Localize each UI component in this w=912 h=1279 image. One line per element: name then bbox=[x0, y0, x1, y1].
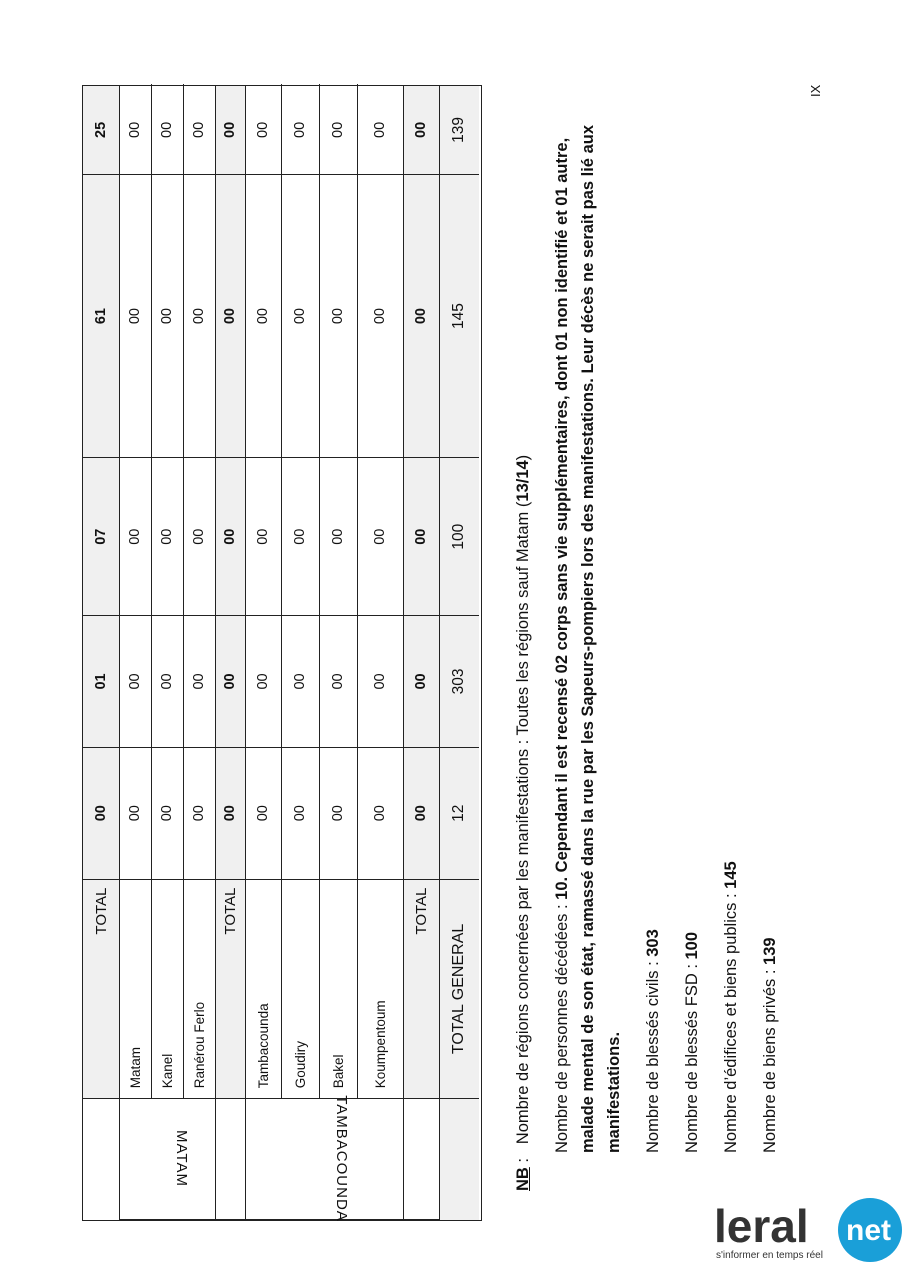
casualty-table bbox=[82, 85, 482, 1221]
row-label-cell: Goudiry bbox=[281, 879, 319, 1099]
value-cell: 01 bbox=[83, 615, 119, 747]
note-civil-injured: Nombre de blessés civils : 303 bbox=[644, 929, 662, 1153]
value-cell: 00 bbox=[215, 457, 245, 615]
note-fsd-injured: Nombre de blessés FSD : 100 bbox=[683, 931, 701, 1153]
nb-label: NB bbox=[514, 1167, 532, 1191]
value-cell: 00 bbox=[255, 121, 271, 138]
table-row bbox=[439, 86, 479, 1220]
row-label-cell: Kanel bbox=[151, 879, 183, 1099]
table-row bbox=[319, 86, 357, 1220]
page-number: IX bbox=[808, 84, 823, 97]
value-cell: 00 bbox=[215, 86, 245, 174]
value-cell: 100 bbox=[439, 457, 479, 615]
logo-word: leral bbox=[714, 1200, 809, 1252]
value-cell: 25 bbox=[83, 86, 119, 174]
value-cell: 00 bbox=[245, 747, 281, 879]
value-cell: 00 bbox=[119, 457, 151, 615]
value-cell: 00 bbox=[319, 457, 357, 615]
value-cell: 00 bbox=[119, 747, 151, 879]
table-row bbox=[281, 86, 319, 1220]
value-cell: 00 bbox=[330, 121, 346, 138]
value-cell: 00 bbox=[191, 121, 207, 138]
value-cell: 00 bbox=[292, 121, 308, 138]
value-cell: 61 bbox=[83, 174, 119, 458]
value-cell: 00 bbox=[245, 457, 281, 615]
value-cell: 00 bbox=[281, 457, 319, 615]
row-divider bbox=[403, 86, 404, 1220]
value-cell: 00 bbox=[151, 615, 183, 747]
row-divider bbox=[215, 86, 216, 1220]
value-cell: 00 bbox=[127, 121, 143, 138]
note-deaths: Nombre de personnes décédées : 10. Cependant il est recensé 02 corps sans vie supplémentaires, dont 01 non identifié et 01 autre, malade mental de son état, ramassé dans la rue par les Sapeurs-pompiers lors des manifestations. Leur décès ne serait pas lié aux manifestations. bbox=[553, 125, 623, 1153]
table-row bbox=[403, 86, 439, 1220]
value-cell: 00 bbox=[357, 457, 403, 615]
value-cell: 00 bbox=[183, 457, 215, 615]
table-row bbox=[183, 86, 215, 1220]
value-cell: 00 bbox=[281, 174, 319, 458]
row-divider bbox=[357, 84, 358, 1098]
row-divider bbox=[183, 84, 184, 1098]
value-cell: 00 bbox=[151, 457, 183, 615]
value-cell: 00 bbox=[183, 747, 215, 879]
value-cell: 00 bbox=[372, 121, 388, 138]
row-divider bbox=[439, 86, 440, 1220]
value-cell: 00 bbox=[159, 121, 175, 138]
value-cell: 00 bbox=[151, 747, 183, 879]
table-row bbox=[151, 86, 183, 1220]
value-cell: 07 bbox=[83, 457, 119, 615]
value-cell: 00 bbox=[403, 86, 439, 174]
row-divider bbox=[151, 84, 152, 1098]
value-cell: 139 bbox=[439, 86, 479, 174]
value-cell: 00 bbox=[183, 174, 215, 458]
notes-section bbox=[510, 91, 796, 1191]
row-divider bbox=[319, 84, 320, 1098]
row-label-cell: TOTAL bbox=[403, 879, 439, 1099]
row-label-cell: TOTAL GENERAL bbox=[439, 879, 479, 1099]
value-cell: 12 bbox=[439, 747, 479, 879]
value-cell: 00 bbox=[281, 615, 319, 747]
value-cell: 00 bbox=[215, 615, 245, 747]
note-regions: NB : Nombre de régions concernées par les manifestations : Toutes les régions sauf Matam (13/14) bbox=[514, 454, 532, 1191]
value-cell: 00 bbox=[245, 615, 281, 747]
table-row bbox=[245, 86, 281, 1220]
value-cell: 00 bbox=[119, 174, 151, 458]
row-label-cell: Ranérou Ferlo bbox=[183, 879, 215, 1099]
value-cell: 00 bbox=[215, 747, 245, 879]
region-label-tambacounda: TAMBACOUNDA bbox=[245, 1098, 439, 1220]
value-cell: 00 bbox=[281, 747, 319, 879]
table-row bbox=[357, 86, 403, 1220]
note-public-buildings: Nombre d’édifices et biens publics : 145 bbox=[722, 861, 740, 1153]
value-cell: 00 bbox=[245, 174, 281, 458]
value-cell: 00 bbox=[215, 174, 245, 458]
row-label-cell: Koumpentoum bbox=[357, 879, 403, 1099]
value-cell: 00 bbox=[319, 615, 357, 747]
value-cell: 00 bbox=[357, 615, 403, 747]
value-cell: 00 bbox=[403, 747, 439, 879]
value-cell: 00 bbox=[83, 747, 119, 879]
value-cell: 00 bbox=[319, 174, 357, 458]
leral-net-logo bbox=[712, 1196, 908, 1264]
region-spacer-cell bbox=[83, 1098, 119, 1220]
value-cell: 00 bbox=[183, 615, 215, 747]
row-label-cell: Bakel bbox=[319, 879, 357, 1099]
logo-tagline: s'informer en temps réel bbox=[716, 1250, 823, 1261]
table-row bbox=[119, 86, 151, 1220]
region-label-matam: MATAM bbox=[119, 1098, 245, 1220]
value-cell: 00 bbox=[119, 615, 151, 747]
value-cell: 00 bbox=[403, 615, 439, 747]
row-label-cell: TOTAL bbox=[215, 879, 245, 1099]
note-private-goods: Nombre de biens privés : 139 bbox=[761, 937, 779, 1153]
row-divider bbox=[281, 84, 282, 1098]
row-label-cell: TOTAL bbox=[83, 879, 119, 1099]
value-cell: 00 bbox=[403, 174, 439, 458]
value-cell: 00 bbox=[357, 174, 403, 458]
row-label-cell: Matam bbox=[119, 879, 151, 1099]
value-cell: 303 bbox=[439, 615, 479, 747]
value-cell: 00 bbox=[403, 457, 439, 615]
value-cell: 00 bbox=[151, 174, 183, 458]
value-cell: 145 bbox=[439, 174, 479, 458]
logo-badge-text: net bbox=[846, 1214, 891, 1247]
value-cell: 00 bbox=[357, 747, 403, 879]
row-divider bbox=[245, 86, 246, 1220]
table-row bbox=[215, 86, 245, 1220]
region-spacer-cell bbox=[439, 1098, 479, 1220]
value-cell: 00 bbox=[319, 747, 357, 879]
table-row bbox=[83, 86, 119, 1220]
row-label-cell: Tambacounda bbox=[245, 879, 281, 1099]
row-divider bbox=[119, 86, 120, 1220]
